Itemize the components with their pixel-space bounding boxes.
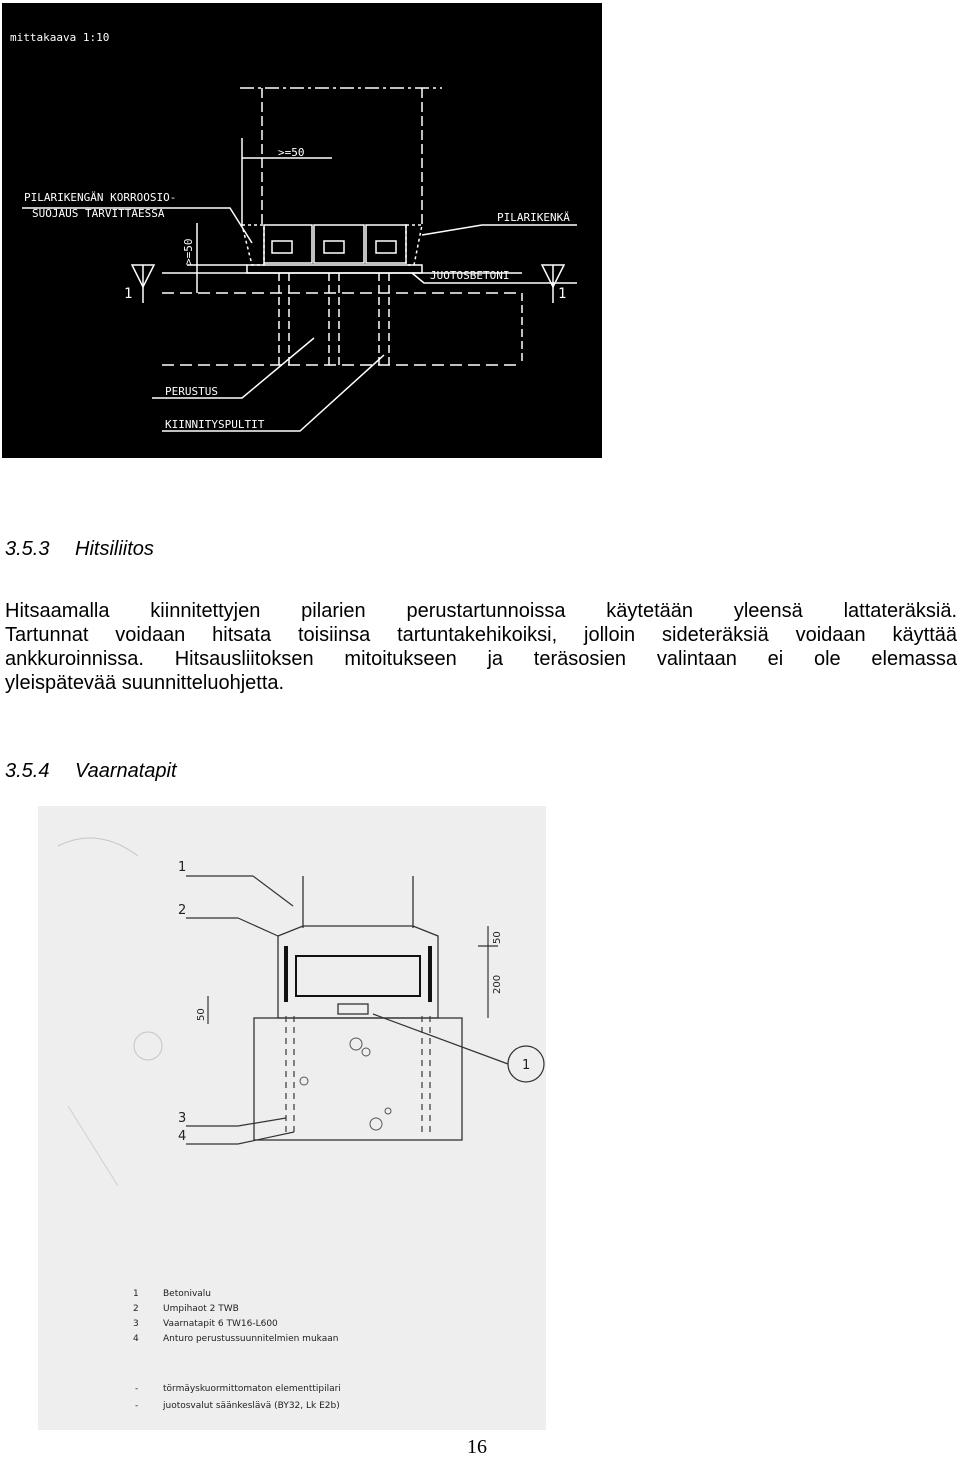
section-heading-353 xyxy=(5,538,154,561)
legend-key: 1 xyxy=(133,1289,139,1299)
column-shoe-drawing xyxy=(2,3,602,458)
nut-left xyxy=(272,241,292,253)
section-title: Hitsiliitos xyxy=(75,538,154,560)
bg-sketch-circle xyxy=(134,1032,162,1060)
base-plate xyxy=(247,265,422,273)
body-paragraph xyxy=(5,599,957,695)
shoe-mid xyxy=(314,225,364,263)
note-text: törmäyskuormittomaton elementtipilari xyxy=(163,1384,341,1394)
nut-right xyxy=(376,241,396,253)
bolts-label: KIINNITYSPULTIT xyxy=(165,418,265,431)
detail-leader xyxy=(373,1014,508,1064)
callout-3: 3 xyxy=(178,1111,187,1126)
grout-pocket xyxy=(338,1004,368,1014)
foundation-block xyxy=(254,1018,462,1140)
leader-shoe xyxy=(422,225,577,235)
page-number: 16 xyxy=(467,1436,487,1458)
dowel-pin-drawing xyxy=(38,806,546,1430)
legend-key: 2 xyxy=(133,1304,139,1314)
box-beam xyxy=(296,956,420,996)
foundation-label: PERUSTUS xyxy=(165,385,218,398)
dim-top-label: >=50 xyxy=(278,146,305,159)
note-key: - xyxy=(135,1401,139,1411)
legend-text: Umpihaot 2 TWB xyxy=(163,1304,239,1314)
section-left-label: 1 xyxy=(124,286,133,302)
legend-text: Vaarnatapit 6 TW16-L600 xyxy=(163,1319,278,1329)
callout-4: 4 xyxy=(178,1129,187,1144)
dim-50-left: 50 xyxy=(196,1008,207,1021)
leader-3b xyxy=(238,1118,286,1126)
corrosion-label-2: SUOJAUS TARVITTAESSA xyxy=(32,207,165,220)
nut-mid xyxy=(324,241,344,253)
paragraph-line: ankkuroinnissa. Hitsausliitoksen mitoitukseen ja teräsosien valintaan ei ole elemassa xyxy=(5,648,957,670)
aggregate xyxy=(370,1118,382,1130)
corrosion-right xyxy=(406,225,422,265)
section-number: 3.5.3 xyxy=(5,538,50,560)
callout-1: 1 xyxy=(178,860,187,875)
shoe-right xyxy=(366,225,406,263)
section-number: 3.5.4 xyxy=(5,760,50,782)
aggregate xyxy=(362,1048,370,1056)
bg-sketch xyxy=(58,838,138,856)
dim-50-right: 50 xyxy=(492,931,503,944)
shoe-left xyxy=(264,225,312,263)
legend-text: Betonivalu xyxy=(163,1289,211,1299)
leader-2b xyxy=(238,918,278,936)
legend-text: Anturo perustussuunnitelmien mukaan xyxy=(163,1334,339,1344)
bg-sketch-line xyxy=(68,1106,118,1186)
scale-label: mittakaava 1:10 xyxy=(10,31,110,44)
note-text: juotosvalut säänkeslävä (BY32, Lk E2b) xyxy=(163,1401,340,1411)
aggregate xyxy=(300,1077,308,1085)
legend-key: 3 xyxy=(133,1319,139,1329)
section-heading-354 xyxy=(5,760,177,783)
column-shoe-svg xyxy=(2,3,602,458)
section-right-label: 1 xyxy=(558,286,567,302)
legend-key: 4 xyxy=(133,1334,139,1344)
corrosion-label-1: PILARIKENGÄN KORROOSIO- xyxy=(24,191,177,204)
note-key: - xyxy=(135,1384,139,1394)
shoe-label: PILARIKENKÄ xyxy=(497,211,570,224)
callout-2: 2 xyxy=(178,903,187,918)
dim-200: 200 xyxy=(492,974,503,994)
detail-ref: 1 xyxy=(522,1058,531,1073)
leader-4b xyxy=(238,1132,294,1144)
grout-label: JUOTOSBETONI xyxy=(430,269,510,282)
dim-side-label: >=50 xyxy=(182,238,195,265)
dowel-pin-svg xyxy=(38,806,546,1430)
aggregate xyxy=(385,1108,391,1114)
section-title: Vaarnatapit xyxy=(75,760,177,782)
leader-1b xyxy=(253,876,293,906)
paragraph-line: Tartunnat voidaan hitsata toisiinsa tartuntakehikoiksi, jolloin sideteräksiä voidaan käyttää xyxy=(5,624,957,646)
paragraph-line: yleispätevää suunnitteluohjetta. xyxy=(5,672,285,694)
aggregate xyxy=(350,1038,362,1050)
paragraph-line: Hitsaamalla kiinnitettyjen pilarien perustartunnoissa käytetään yleensä lattateräksiä. xyxy=(5,600,957,622)
